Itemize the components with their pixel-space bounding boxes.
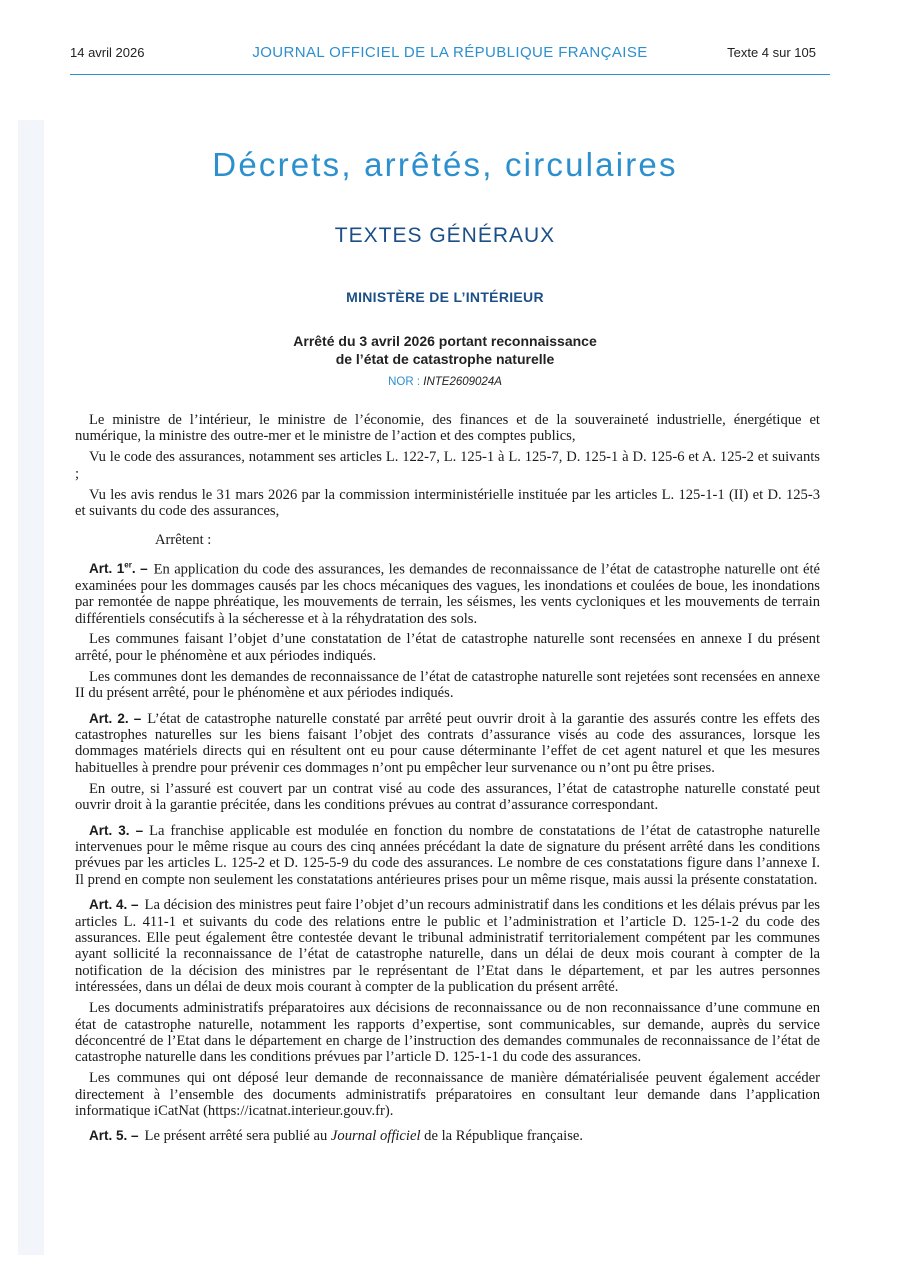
preamble-paragraph: Le ministre de l’intérieur, le ministre de l’économie, des finances et de la souveraineté industrielle, énergétique et numérique, la ministre des outre-mer et le ministre de l’action et des comptes publics, xyxy=(75,412,820,445)
article-3-label: Art. 3. – xyxy=(89,822,144,838)
article-4-label: Art. 4. – xyxy=(89,897,139,913)
decree-title xyxy=(0,332,890,368)
article-2-text: L’état de catastrophe naturelle constaté par arrêté peut ouvrir droit à la garantie des assurés contre les effets des catastrophes naturelles sur les biens faisant l’objet des contrats d’assurance visés au code des assurances, lorsque les dommages matériels directs qui en résultent ont eu pour cause déterminante l’effet de cet agent naturel et que les mesures habituelles à prendre pour prévenir ces dommages n’ont pu empêcher leur survenance ou n’ont pu être prises. xyxy=(75,710,820,776)
ministry-heading: MINISTÈRE DE L’INTÉRIEUR xyxy=(346,289,544,305)
article-1-paragraph: Les communes faisant l’objet d’une constatation de l’état de catastrophe naturelle sont recensées en annexe I du présent arrêté, pour le phénomène et aux périodes indiqués. xyxy=(75,631,820,664)
nor-value: INTE2609024A xyxy=(423,376,502,388)
article-4-paragraph xyxy=(75,897,820,995)
article-5-label: Art. 5. – xyxy=(89,1128,139,1144)
article-1-text: En application du code des assurances, les demandes de reconnaissance de l’état de catastrophe naturelle ont été examinées pour les dommages causés par les chocs mécaniques des vagues, les inondations et coulées de boue, les inondations par remontée de nappe phréatique, les mouvements de terrain, les séismes, les vents cycloniques et les mouvements de terrain différentiels consécutifs à la sécheresse et à la réhydratation des sols. xyxy=(75,561,820,627)
article-4-text: La décision des ministres peut faire l’objet d’un recours administratif dans les conditions et les délais prévus par les articles L. 411-1 et suivants du code des relations entre le public et l’administration et l’article D. 125-1-2 du code des assurances. Elle peut également être contestée devant le tribunal administratif territorialement compétent par les communes ayant sollicité la reconnaissance de l’état de catastrophe naturelle, dans un délai de deux mois courant à compter de la notification de la décision des ministres par le représentant de l’Etat dans le département, et par les autres personnes intéressées, dans un délai de deux mois courant à compter de la publication du présent arrêté. xyxy=(75,897,820,996)
article-5-text-after: de la République française. xyxy=(424,1128,583,1145)
article-3-paragraph xyxy=(75,823,820,889)
preamble-paragraph: Vu les avis rendus le 31 mars 2026 par la commission interministérielle instituée par les articles L. 125-1-1 (II) et D. 125-3 et suivants du code des assurances, xyxy=(75,486,820,520)
article-5-paragraph xyxy=(75,1128,820,1144)
article-4-paragraph: Les documents administratifs préparatoires aux décisions de reconnaissance ou de non reconnaissance d’une commune en état de catastrophe naturelle, notamment les rapports d’expertise, sont communicables, sur demande, auprès du service déconcentré de l’Etat dans le département en charge de l’instruction des demandes communales de reconnaissance de l’état de catastrophe naturelle dans les conditions prévues par l’article D. 125-1-1 du code des assurances. xyxy=(75,1000,820,1066)
article-1-label: Art. 1er. – xyxy=(89,560,148,577)
nor-label: NOR : xyxy=(388,376,421,388)
decree-body xyxy=(75,412,820,1149)
article-5-text-before: Le présent arrêté sera publié au xyxy=(144,1128,328,1145)
article-1-paragraph: Les communes dont les demandes de reconnaissance de l’état de catastrophe naturelle sont rejetées sont recensées en annexe II du présent arrêté, pour le phénomène et aux périodes indiqués. xyxy=(75,668,820,702)
article-3-text: La franchise applicable est modulée en fonction du nombre de constatations de l’état de catastrophe naturelle intervenues pour le même risque au cours des cinq années précédant la date de signature du présent arrêté dans les conditions prévues par les articles L. 125-2 et D. 125-5-9 du code des assurances. Le nombre de ces constatations figure dans l’annexe I. Il prend en compte non seulement les constatations antérieures prises pour un même risque, mais aussi la présente constatation. xyxy=(75,822,820,888)
header-divider xyxy=(70,74,830,75)
decree-title-line-2: de l’état de catastrophe naturelle xyxy=(335,351,555,367)
journal-officiel-italic: Journal officiel xyxy=(330,1128,421,1145)
article-2-paragraph: En outre, si l’assuré est couvert par un contrat visé au code des assurances, l’état de catastrophe naturelle constaté peut ouvrir droit à la garantie précitée, dans les conditions prévues au contrat d’assurance correspondant. xyxy=(75,780,820,814)
article-1-paragraph xyxy=(75,558,820,627)
article-2-paragraph xyxy=(75,711,820,777)
arretent-line: Arrêtent : xyxy=(155,532,212,549)
section-heading: Décrets, arrêtés, circulaires xyxy=(212,146,678,183)
header-date: 14 avril 2026 xyxy=(70,45,145,60)
preamble-paragraph: Vu le code des assurances, notamment ses articles L. 122-7, L. 125-1 à L. 125-7, D. 125-1 à D. 125-6 et A. 125-2 et suivants ; xyxy=(75,449,820,482)
article-2-label: Art. 2. – xyxy=(89,710,142,726)
nor-reference xyxy=(0,376,890,388)
decree-title-line-1: Arrêté du 3 avril 2026 portant reconnaissance xyxy=(293,333,597,349)
subsection-heading: TEXTES GÉNÉRAUX xyxy=(334,224,556,247)
header-text-counter: Texte 4 sur 105 xyxy=(727,45,816,60)
article-4-paragraph: Les communes qui ont déposé leur demande de reconnaissance de manière dématérialisée peuvent également accéder directement à l’ensemble des documents administratifs préparatoires en consultant leur demande dans l’application informatique iCatNat (https://icatnat.interieur.gouv.fr). xyxy=(75,1070,820,1120)
header-journal-title: JOURNAL OFFICIEL DE LA RÉPUBLIQUE FRANÇAISE xyxy=(252,44,648,61)
